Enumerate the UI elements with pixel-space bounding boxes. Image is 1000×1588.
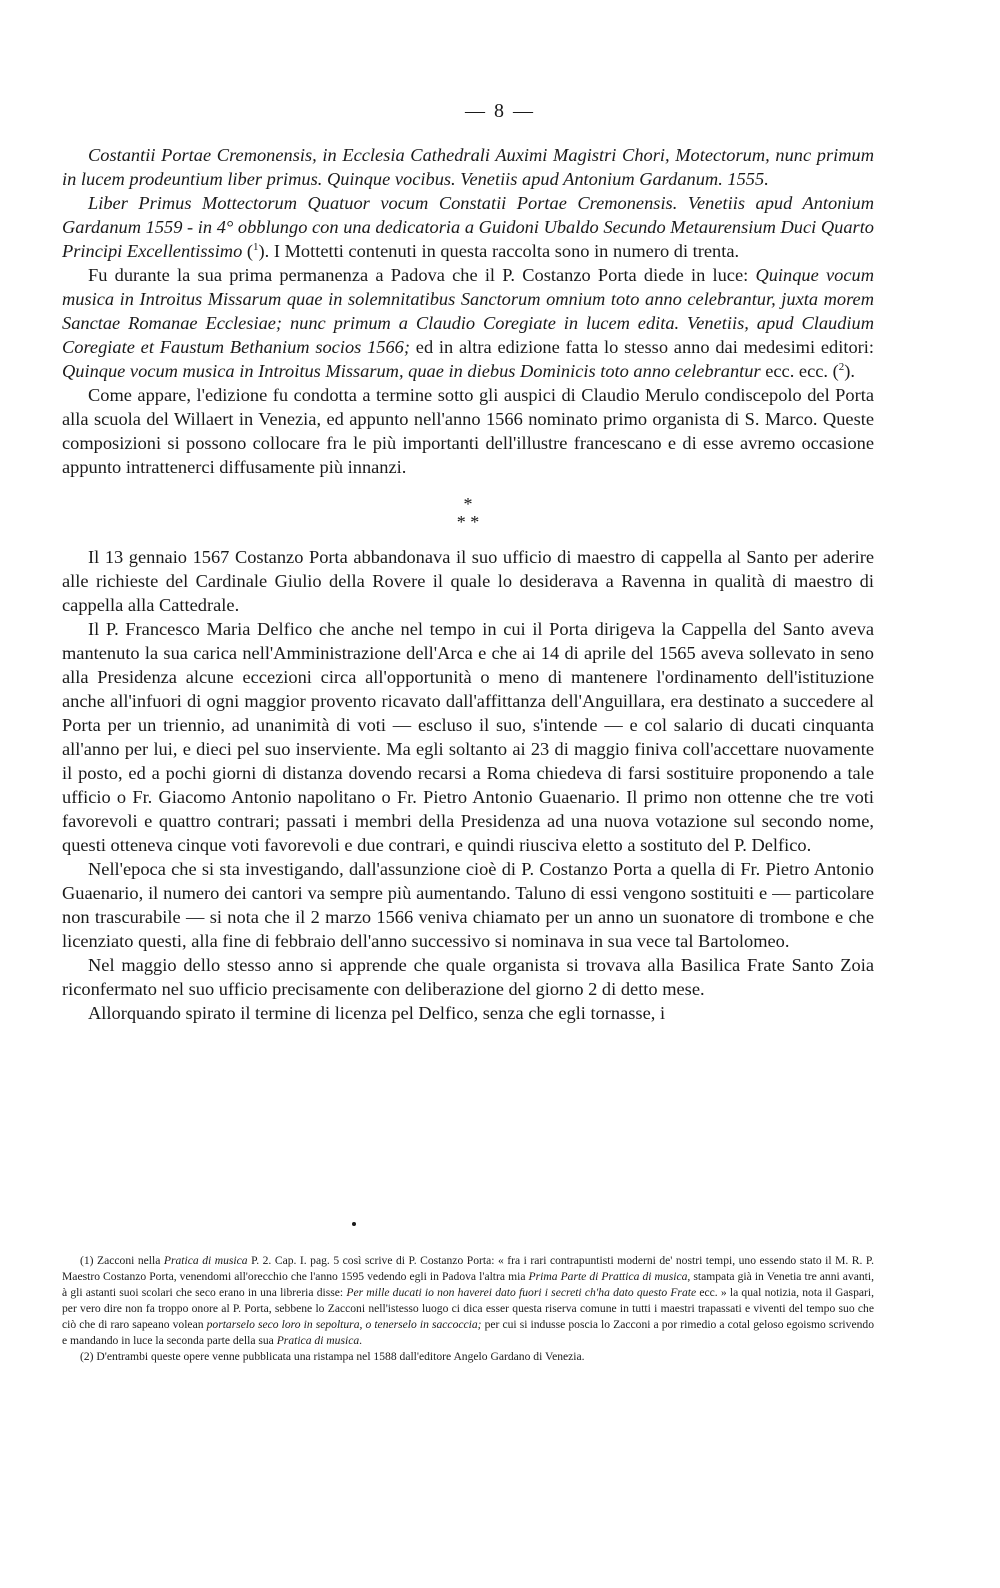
paragraph <box>62 953 874 1001</box>
paragraph <box>62 263 874 383</box>
text-segment: ). I Mottetti contenuti in questa raccolta sono in numero di trenta. <box>258 241 740 261</box>
text-segment: ed in altra edizione fatta lo stesso anno dai medesimi editori: <box>410 337 874 357</box>
footnote-ref: 2 <box>838 360 845 373</box>
separator-bottom-asterisks: * * <box>456 512 480 532</box>
paragraphs-before <box>62 143 874 479</box>
text-segment: , stampata già in Venetia tre anni avanti, à gli astanti suoi scolari che seco erano in una libreria disse: <box>62 1270 875 1299</box>
footnotes <box>62 1253 874 1365</box>
footnote-ref: 1 <box>253 240 259 253</box>
text-segment: Liber Primus Mottectorum Quatuor vocum Constatii Portae Cremonensis. Venetiis apud Antonium Gardanum 1559 - in 4° obblungo con una dedicatoria a Guidoni Ubaldo Secundo Metaurensium Duci Quarto Principi Excellentissimo <box>62 193 874 261</box>
text-segment: Quinque vocum musica in Introitus Missarum, quae in diebus Dominicis toto anno celebrantur <box>62 361 761 381</box>
stray-dot <box>352 1222 356 1226</box>
text-segment: Il P. Francesco Maria Delfico che anche nel tempo in cui il Porta dirigeva la Cappella del Santo aveva mantenuto la sua carica nell'Amministrazione dell'Arca e che ai 14 di aprile del 1565 aveva sollevato in seno alla Presidenza alcune eccezioni circa all'opportunità o meno di mantenere l'ordinamento dell'istituzione anche all'infuori di ogni maggior provento ricavato dall'affittanza dell'Anguillara, era destinato a succedere al Porta per un triennio, ad unanimità di voti — escluso il suo, s'intende — e col salario di ducati cinquanta all'anno per lui, e dieci pel suo inserviente. Ma egli soltanto ai 23 di maggio finiva coll'accettare nuovamente il posto, ed a pochi giorni di distanza dovendo recarsi a Roma chiedeva di farsi sostituire proponendo a tale ufficio o Fr. Giacomo Antonio napolitano o Fr. Pietro Antonio Guaenario. Il primo non ottenne che tre voti favorevoli e quattro contrari; passati i membri della Presidenza ad una nuova votazione sul secondo nome, questi otteneva cinque voti favorevoli e due contrari, e quindi riusciva eletto a sostituto del P. Delfico. <box>62 619 874 855</box>
paragraphs-after <box>62 545 874 1025</box>
paragraph <box>62 545 874 617</box>
text-segment: ecc. ecc. ( <box>760 361 839 381</box>
section-separator <box>62 495 874 531</box>
text-segment: per cui si indusse poscia lo Zacconi a por rimedio a cotal geloso egoismo scrivendo e mandando in luce la seconda parte della sua <box>62 1318 874 1347</box>
text-segment: (2) D'entrambi queste opere venne pubblicata una ristampa nel 1588 dall'editore Angelo Gardano di Venezia. <box>80 1350 585 1363</box>
text-segment: Pratica di musica <box>276 1334 360 1347</box>
text-segment: Quinque vocum musica in Introitus Missarum quae in solemnitatibus Sanctorum omnium toto anno celebrantur, juxta morem Sanctae Romanae Ecclesiae; nunc primum a Claudio Coregiate in lucem edita. Venetiis, apud Claudium Coregiate et Faustum Bethanium socios 1566; <box>62 265 874 357</box>
text-segment: (1) Zacconi nella <box>80 1254 164 1267</box>
text-segment: Il 13 gennaio 1567 Costanzo Porta abbandonava il suo ufficio di maestro di cappella al Santo per aderire alle richieste del Cardinale Giulio della Rovere il quale lo desiderava a Ravenna in qualità di maestro di cappella alla Cattedrale. <box>62 547 874 615</box>
text-segment: Come appare, l'edizione fu condotta a termine sotto gli auspici di Claudio Merulo condiscepolo del Porta alla scuola del Willaert in Venezia, ed appunto nell'anno 1566 nominato primo organista di S. Marco. Queste composizioni si possono collocare fra le più importanti dell'illustre francescano e di esse avremo occasione appunto intrattenerci diffusamente più innanzi. <box>62 385 874 477</box>
text-segment: P. 2. Cap. I. pag. 5 così scrive di P. Costanzo Porta: « fra i rari contrapuntisti moderni de' nostri tempi, uno essendo stato il M. R. P. Maestro Costanzo Porta, venendomi all'orecchio che l'anno 1595 vedendo egli in Padova l'altra mia <box>62 1254 874 1283</box>
text-segment: ( <box>242 241 254 261</box>
text-segment: Fu durante la sua prima permanenza a Padova che il P. Costanzo Porta diede in luce: <box>88 265 756 285</box>
main-text <box>62 143 874 1025</box>
text-segment: ecc. » la qual notizia, nota il Gaspari, per vero dire non fa troppo onore al P. Porta, sebbene lo Zacconi nell'istesso luogo ci dica esser questa riserva comune in tutti i maestri trapassati e viventi del tempo suo che ciò che di raro sapeano volean <box>62 1286 874 1331</box>
paragraph <box>62 857 874 953</box>
text-segment: Prima Parte di Prattica di musica <box>528 1270 688 1283</box>
text-segment: Costantii Portae Cremonensis, in Ecclesia Cathedrali Auximi Magistri Chori, Motectorum, nunc primum in lucem prodeuntium liber primus. Quinque vocibus. Venetiis apud Antonium Gardanum. 1555. <box>62 145 874 189</box>
text-segment: Nel maggio dello stesso anno si apprende che quale organista si trovava alla Basilica Frate Santo Zoia riconfermato nel suo ufficio precisamente con deliberazione del giorno 2 di detto mese. <box>62 955 874 999</box>
text-segment: . <box>359 1334 363 1347</box>
text-segment: Per mille ducati io non haverei dato fuori i secreti ch'ha dato questo Frate <box>346 1286 697 1299</box>
paragraph <box>62 383 874 479</box>
text-segment: Allorquando spirato il termine di licenza pel Delfico, senza che egli tornasse, i <box>88 1003 666 1023</box>
paragraph <box>62 1001 874 1025</box>
separator-top-asterisk: * <box>463 494 473 514</box>
text-segment: portarselo seco loro in sepoltura, o tenerselo in saccoccia; <box>206 1318 482 1331</box>
paragraph <box>62 143 874 191</box>
paragraph <box>62 617 874 857</box>
text-segment: Pratica di musica <box>163 1254 248 1267</box>
text-segment: ). <box>844 361 855 381</box>
text-segment: Nell'epoca che si sta investigando, dall'assunzione cioè di P. Costanzo Porta a quella di Fr. Pietro Antonio Guaenario, il numero dei cantori va sempre più aumentando. Taluno di essi vengono sostituiti e — particolare non trascurabile — si nota che il 2 marzo 1566 veniva chiamato per un anno un suonatore di trombone e che licenziato questi, alla fine di febbraio dell'anno successivo si nominava in sua vece tal Bartolomeo. <box>62 859 874 951</box>
page-number: — 8 — <box>465 100 535 122</box>
footnote <box>62 1253 874 1349</box>
paragraph <box>62 191 874 263</box>
footnote <box>62 1349 874 1365</box>
